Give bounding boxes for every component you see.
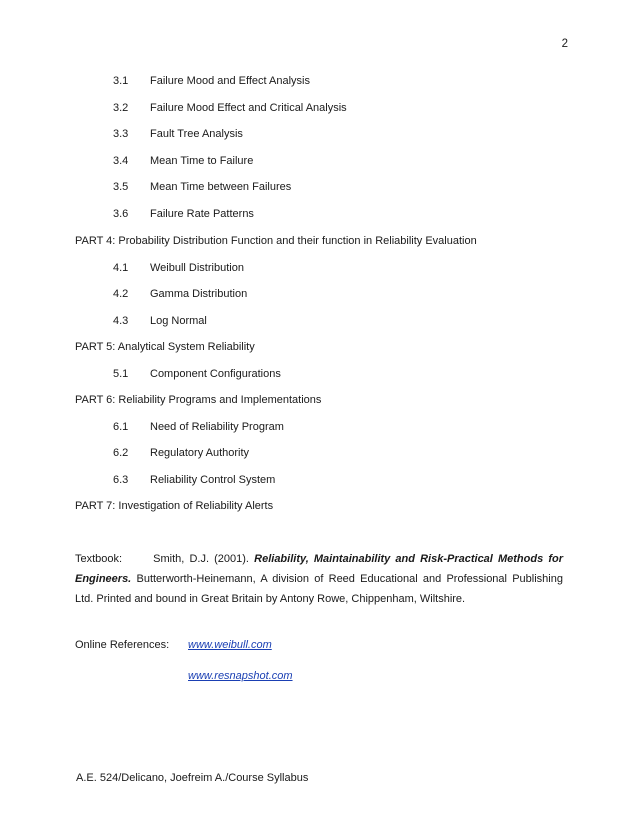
- reference-link[interactable]: www.weibull.com: [188, 639, 272, 651]
- item-number: 6.1: [113, 421, 129, 433]
- part7-heading: PART 7: Investigation of Reliability Alerts: [75, 500, 274, 512]
- item-title: Fault Tree Analysis: [150, 128, 243, 140]
- item-title: Need of Reliability Program: [150, 421, 284, 433]
- item-title: Failure Mood and Effect Analysis: [150, 75, 310, 87]
- textbook-title: Reliability, Maintainability and Risk-Practical Methods for Engineers.: [75, 553, 564, 585]
- textbook-citation: [75, 549, 563, 609]
- item-title: Failure Rate Patterns: [150, 208, 254, 220]
- textbook-publisher: Butterworth-Heinemann, A division of Reed Educational and Professional Publishing Ltd. Printed and bound in Great Britain by Antony Rowe, Chippenham, Wiltshire.: [75, 573, 563, 605]
- item-title: Weibull Distribution: [150, 262, 244, 274]
- item-number: 3.3: [113, 128, 129, 140]
- item-number: 4.2: [113, 288, 129, 300]
- textbook-label: Textbook:: [75, 553, 123, 565]
- part5-heading: PART 5: Analytical System Reliability: [75, 341, 255, 353]
- item-number: 5.1: [113, 368, 129, 380]
- reference-link[interactable]: www.resnapshot.com: [188, 670, 293, 682]
- item-title: Reliability Control System: [150, 474, 276, 486]
- item-number: 3.2: [113, 102, 129, 114]
- item-number: 4.1: [113, 262, 129, 274]
- item-title: Log Normal: [150, 315, 207, 327]
- item-number: 3.4: [113, 155, 129, 167]
- item-title: Gamma Distribution: [150, 288, 248, 300]
- part4-heading: PART 4: Probability Distribution Function and their function in Reliability Evaluation: [75, 235, 477, 247]
- page-number: 2: [561, 38, 568, 50]
- item-number: 3.6: [113, 208, 129, 220]
- online-references-label: Online References:: [75, 639, 170, 651]
- footer-text: A.E. 524/Delicano, Joefreim A./Course Syllabus: [76, 772, 309, 784]
- item-title: Mean Time to Failure: [150, 155, 254, 167]
- item-number: 3.1: [113, 75, 129, 87]
- item-title: Regulatory Authority: [150, 447, 250, 459]
- item-number: 3.5: [113, 181, 129, 193]
- item-number: 4.3: [113, 315, 129, 327]
- item-number: 6.2: [113, 447, 129, 459]
- item-title: Failure Mood Effect and Critical Analysis: [150, 102, 347, 114]
- part6-heading: PART 6: Reliability Programs and Implementations: [75, 394, 322, 406]
- textbook-author: Smith, D.J. (2001).: [153, 553, 249, 565]
- item-title: Mean Time between Failures: [150, 181, 292, 193]
- item-title: Component Configurations: [150, 368, 281, 380]
- item-number: 6.3: [113, 474, 129, 486]
